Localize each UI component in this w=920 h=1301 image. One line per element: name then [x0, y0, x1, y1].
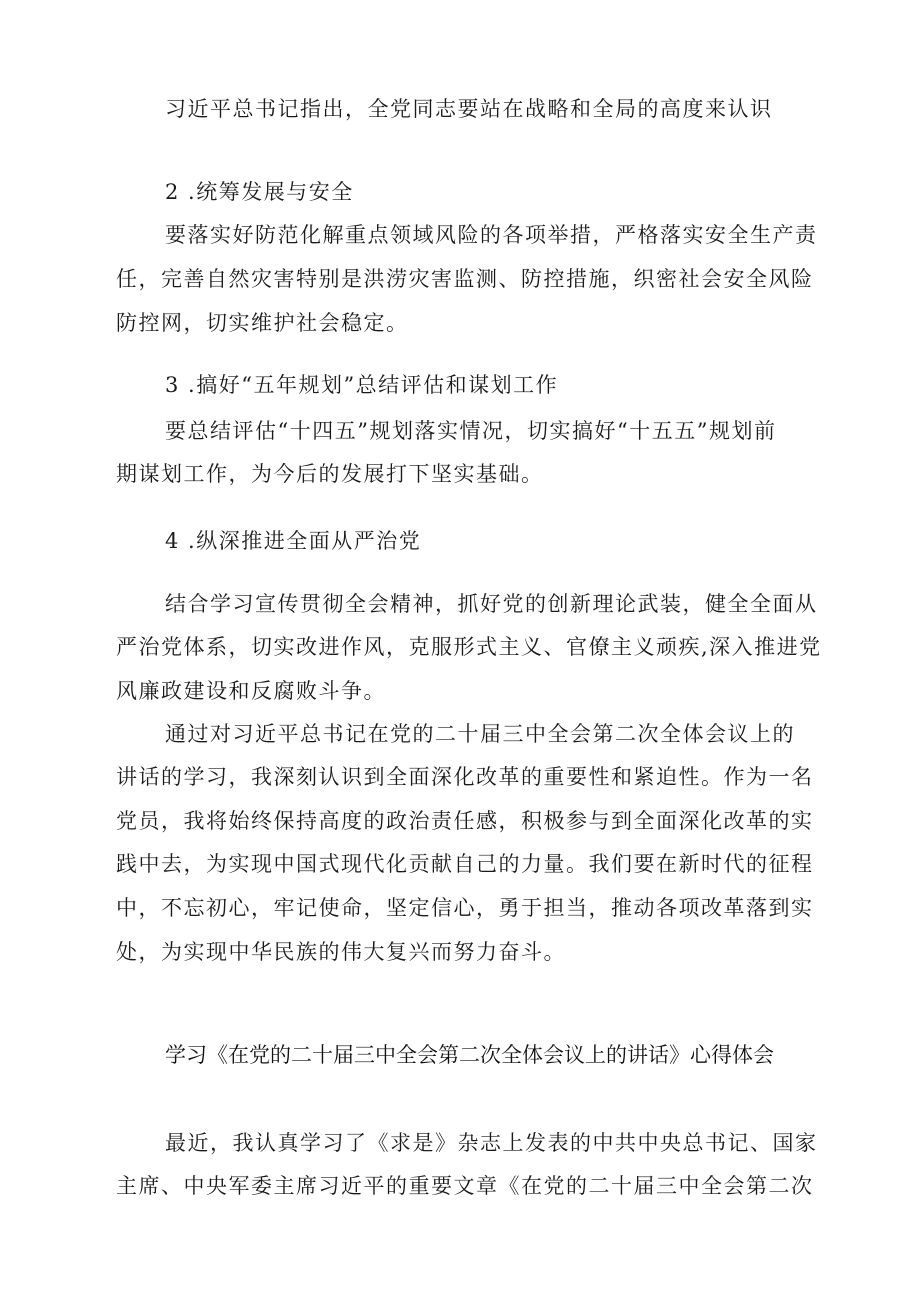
section-4-line-1: 结合学习宣传贯彻全会精神，抓好党的创新理论武装，健全全面从: [165, 592, 818, 616]
section-4-heading: 4 .纵深推进全面从严治党: [165, 529, 422, 553]
conclusion-line-2: 讲话的学习，我深刻认识到全面深化改革的重要性和紧迫性。作为一名: [116, 765, 814, 789]
article-line-2: 主席、中央军委主席习近平的重要文章《在党的二十届三中全会第二次: [116, 1174, 814, 1198]
section-4-line-2: 严治党体系，切实改进作风，克服形式主义、官僚主义顽疾,深入推进党: [116, 635, 822, 659]
article-line-1: 最近，我认真学习了《求是》杂志上发表的中共中央总书记、国家: [165, 1131, 818, 1155]
conclusion-line-4: 践中去，为实现中国式现代化贡献自己的力量。我们要在新时代的征程: [116, 852, 814, 876]
conclusion-line-3: 党员，我将始终保持高度的政治责任感，积极参与到全面深化改革的实: [116, 809, 814, 833]
section-4-line-3: 风廉政建设和反腐败斗争。: [116, 679, 386, 703]
conclusion-line-6: 处，为实现中华民族的伟大复兴而努力奋斗。: [116, 940, 566, 964]
conclusion-line-5: 中，不忘初心，牢记使命，坚定信心，勇于担当，推动各项改革落到实: [116, 896, 814, 920]
section-3-line-2: 期谋划工作，为今后的发展打下坚实基础。: [116, 462, 544, 486]
section-2-line-3: 防控网，切实维护社会稳定。: [116, 311, 409, 335]
section-2-line-1: 要落实好防范化解重点领域风险的各项举措，严格落实安全生产责: [165, 223, 818, 247]
section-3-heading: 3 .搞好“五年规划”总结评估和谋划工作: [165, 373, 559, 397]
section-2-line-2: 任，完善自然灾害特别是洪涝灾害监测、防控措施，织密社会安全风险: [116, 267, 814, 291]
section-2-heading: 2 .统筹发展与安全: [165, 180, 354, 204]
conclusion-line-1: 通过对习近平总书记在党的二十届三中全会第二次全体会议上的: [165, 722, 795, 746]
intro-line-1: 习近平总书记指出，全党同志要站在战略和全局的高度来认识: [165, 97, 773, 121]
article-title: 学习《在党的二十届三中全会第二次全体会议上的讲话》心得体会: [165, 1043, 774, 1067]
section-3-line-1: 要总结评估“十四五”规划落实情况，切实搞好“十五五”规划前: [165, 419, 777, 443]
